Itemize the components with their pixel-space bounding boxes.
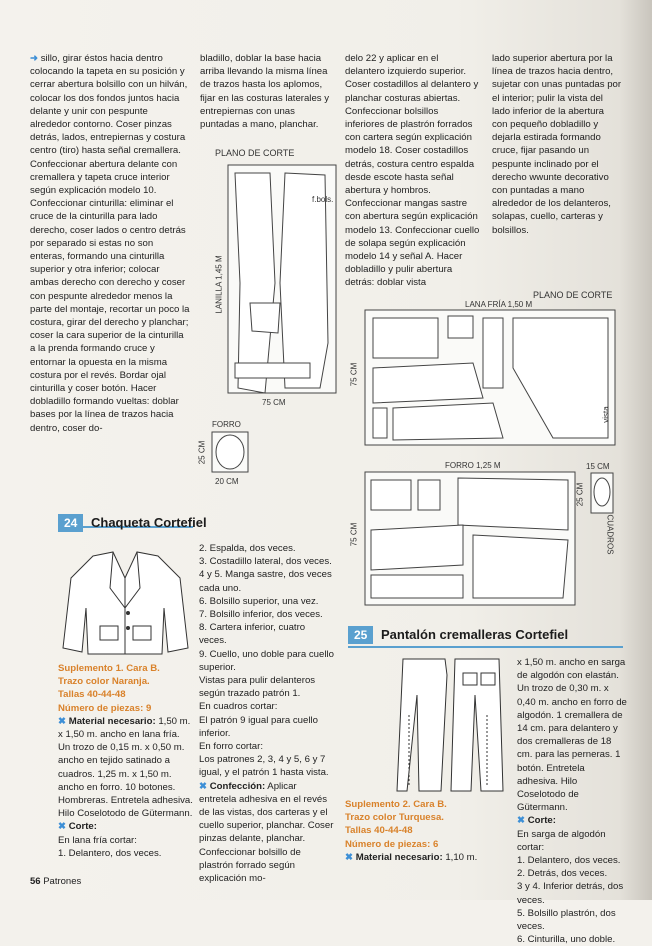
section24-trazo: Trazo color Naranja. bbox=[58, 676, 150, 688]
plano-label-1: PLANO DE CORTE bbox=[215, 148, 295, 158]
plano-label-2: PLANO DE CORTE bbox=[533, 290, 613, 300]
section24-confeccion-text: Aplicar entretela adhesiva en el revés de las vistas, dos carteras y el cuello superior, planchar. Coser pinzas delante, planchar. Confeccionar bolsillo de plastrón forrado según explicación mo- bbox=[199, 780, 334, 885]
section24-material-text: 1,50 m. x 1,50 m. ancho en lana fría. Un trozo de 0,15 m. x 0,50 m. ancho en tejido satinado a cuadros. 1,25 m. x 1,50 m. ancho en forro. 10 botones. Hombreras. Entretela adhesiva. Hilo Coselotodo de Gütermann. bbox=[58, 715, 193, 820]
list-item: 4 y 5. Manga sastre, dos veces cada uno. bbox=[199, 569, 332, 594]
section25-bar bbox=[348, 646, 623, 648]
section24-corte-sub: En lana fría cortar: bbox=[58, 834, 137, 846]
section25-piezas: Número de piezas: 6 bbox=[345, 838, 439, 850]
list-item: 1. Delantero, dos veces. bbox=[517, 855, 621, 867]
section24-suplemento: Suplemento 1. Cara B. bbox=[58, 663, 160, 674]
list-item: 2. Espalda, dos veces. bbox=[199, 543, 296, 554]
section24-material-head: Material necesario: bbox=[68, 715, 156, 727]
section25-material bbox=[345, 851, 505, 864]
section25-info bbox=[345, 798, 505, 864]
jacket-illustration bbox=[58, 548, 193, 658]
list-item: El patrón 9 igual para cuello inferior. bbox=[199, 714, 318, 739]
cuadros-height-label: 25 CM bbox=[575, 482, 585, 507]
footer-section: Patrones bbox=[43, 876, 82, 887]
list-item: 2. Detrás, dos veces. bbox=[517, 868, 608, 880]
pattern-diagram-cuadros bbox=[590, 472, 614, 514]
list-item: 7. Bolsillo inferior, dos veces. bbox=[199, 609, 323, 621]
col4-text bbox=[492, 52, 622, 237]
section24-info bbox=[58, 662, 193, 860]
col2-text bbox=[200, 52, 335, 131]
section24-corte-item1: 1. Delantero, dos veces. bbox=[58, 847, 162, 859]
page-number: 56 bbox=[30, 876, 41, 887]
section25-header bbox=[348, 626, 568, 644]
list-item: 3 y 4. Inferior detrás, dos veces. bbox=[517, 881, 624, 906]
bols-label: f.bols. bbox=[312, 195, 334, 204]
section24-header bbox=[58, 514, 207, 532]
section24-material bbox=[58, 715, 193, 821]
section25-number: 25 bbox=[348, 626, 373, 644]
list-item: En cuadros cortar: bbox=[199, 701, 278, 713]
list-item: En forro cortar: bbox=[199, 741, 263, 753]
section24-list bbox=[199, 542, 334, 885]
section24-tallas: Tallas 40-44-48 bbox=[58, 689, 126, 701]
section25-material-head: Material necesario: bbox=[355, 851, 443, 863]
section24-title: Chaqueta Cortefiel bbox=[90, 515, 207, 530]
list-item: 6. Bolsillo superior, una vez. bbox=[199, 595, 319, 607]
section25-corte-head: Corte: bbox=[527, 815, 556, 827]
section25-trazo: Trazo color Turquesa. bbox=[345, 812, 444, 824]
col2-paragraph: bladillo, doblar la base hacia arriba llevando la misma línea de trazos hasta los aplomos, fijar en las costuras laterales y entrepiernas con unas puntadas a mano, planchar. bbox=[200, 53, 330, 131]
cuadros-label: CUADROS bbox=[605, 514, 615, 555]
section24-corte bbox=[58, 820, 193, 833]
vista-label: vista bbox=[601, 406, 611, 423]
list-item: Los patrones 2, 3, 4 y 5, 6 y 7 igual, y el patrón 1 hasta vista. bbox=[199, 754, 329, 779]
col4-paragraph: lado superior abertura por la línea de trazos hacia dentro, sujetar con unas puntadas por el interior; pulir la vista del lado inferior de la abertura con pequeño dobladillo y dejarla estirada formando cruce, fijar pasando un pespunte inclinado por el derecho wwunte decorativo con puntadas a mano alrededor de los delanteros, solapas, cuello, carteras y bolsillos. bbox=[492, 53, 622, 236]
section24-number: 24 bbox=[58, 514, 83, 532]
page-footer bbox=[30, 876, 81, 887]
forro-diagram bbox=[210, 430, 250, 475]
arrow-bullet-icon: ➜ bbox=[30, 53, 39, 64]
cross-bullet-icon: ✖ bbox=[199, 780, 208, 792]
pattern-diagram-jacket bbox=[363, 308, 618, 448]
list-item: Vistas para pulir delanteros según trazado patrón 1. bbox=[199, 675, 316, 700]
section25-title: Pantalón cremalleras Cortefiel bbox=[380, 627, 569, 642]
section25-details bbox=[517, 656, 627, 946]
section24-corte-head: Corte: bbox=[68, 821, 97, 833]
cuadros-width-label: 15 CM bbox=[586, 462, 610, 471]
forro-label: FORRO bbox=[212, 420, 241, 429]
section24-confeccion bbox=[199, 780, 334, 886]
section25-material-cont: x 1,50 m. ancho en sarga de algodón con elastán. Un trozo de 0,30 m. x 0,40 m. ancho en forro de algodón. 1 cremallera de 14 cm. para delantero y dos cremalleras de 18 cm. para las perneras. 1 botón. Entretela adhesiva. Hilo Coselotodo de Gütermann. bbox=[517, 657, 627, 814]
cross-bullet-icon: ✖ bbox=[345, 851, 354, 863]
section25-material-start: 1,10 m. bbox=[445, 851, 478, 863]
col3-text bbox=[345, 52, 480, 290]
list-item: 5. Bolsillo plastrón, dos veces. bbox=[517, 907, 616, 933]
lana-label: LANA FRÍA 1,50 M bbox=[465, 300, 533, 309]
col1-paragraph: sillo, girar éstos hacia dentro colocando la tapeta en su posición y cerrar abertura bolsillo con un hilván, colocar los dos fondos juntos hacia delante y unir con pespunte alrededor contorno. Coser pinzas detrás, lados, entrepiernas y costura centro (tiro) hasta señal cremallera. Confeccionar abertura delante con cremallera y tapeta cruce interior según explicación modelo 10. Confeccionar cinturilla: eliminar el cruce de la cinturilla para lado derecho, coser lados o centro detrás por separado si estas no son enteras, formando una cinturilla superior y otra inferior; colocar ambas derecho con derecho y coser con pespunte alrededor menos la parte del montaje, recortar un poco la costura, girar del derecho y planchar; coser la cara superior de la cinturilla a la prenda formando cruce y entornar la opuesta en la misma costura por el revés. Bordar ojal cinturilla y coser botón. Hacer dobladillo formando vueltas: doblar bases por la línea de trazos hacia dentro, coser do- bbox=[30, 53, 190, 434]
forro-height-label-2: 75 CM bbox=[349, 522, 359, 547]
pattern-diagram-forro bbox=[363, 470, 578, 608]
section25-corte-sub: En sarga de algodón cortar: bbox=[517, 828, 606, 853]
lanilla-label: LANILLA 1,45 M bbox=[214, 255, 224, 314]
cross-bullet-icon: ✖ bbox=[517, 815, 526, 827]
width-label-75: 75 CM bbox=[262, 398, 286, 407]
list-item: 3. Costadillo lateral, dos veces. bbox=[199, 556, 332, 568]
col3-paragraph: delo 22 y aplicar en el delantero izquierdo superior. Coser costadillos al delantero y planchar costuras abiertas. Confeccionar bolsillos inferiores de plastrón forrados con cartera según explicación modelo 18. Coser costadillos detrás, costura centro espalda desde escote hasta señal abertura y hombros. Confeccionar mangas sastre con abertura según explicación modelo 13. Confeccionar cuello de solapa según explicación modelo 14 y señal A. Hacer dobladillo y pulir abertura detrás: doblar vista bbox=[345, 53, 480, 289]
forro-height-label: 25 CM bbox=[197, 440, 207, 465]
forro-label-2: FORRO 1,25 M bbox=[445, 461, 501, 470]
cross-bullet-icon: ✖ bbox=[58, 715, 67, 727]
trousers-illustration bbox=[395, 655, 505, 795]
section24-piezas: Número de piezas: 9 bbox=[58, 702, 152, 714]
list-item: 6. Cinturilla, uno doble. bbox=[517, 934, 616, 946]
section25-suplemento: Suplemento 2. Cara B. bbox=[345, 799, 447, 810]
section24-confeccion-head: Confección: bbox=[209, 780, 266, 792]
forro-width-label: 20 CM bbox=[215, 477, 239, 486]
height-label-75-b: 75 CM bbox=[349, 362, 359, 387]
col1-text bbox=[30, 52, 190, 435]
cross-bullet-icon: ✖ bbox=[58, 821, 67, 833]
section25-corte bbox=[517, 814, 627, 827]
list-item: 9. Cuello, uno doble para cuello superior. bbox=[199, 648, 334, 673]
section25-tallas: Tallas 40-44-48 bbox=[345, 825, 413, 837]
list-item: 8. Cartera inferior, cuatro veces. bbox=[199, 622, 306, 647]
